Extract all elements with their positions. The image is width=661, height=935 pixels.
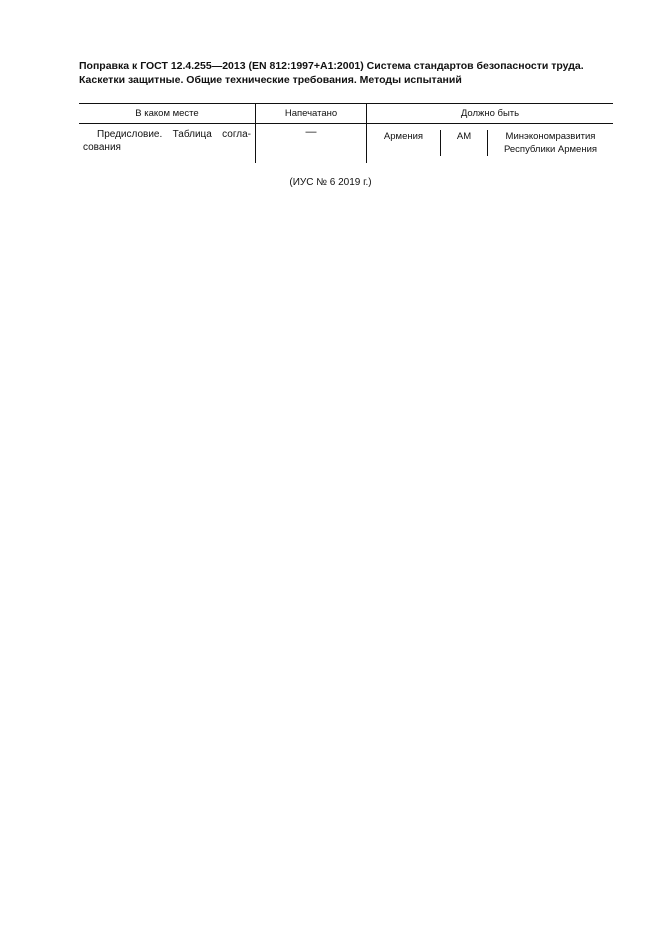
cell-where-line-2: сования bbox=[83, 141, 121, 153]
amendment-title-line-2: Каскетки защитные. Общие технические требования. Методы испытаний bbox=[79, 74, 462, 86]
cell-where bbox=[83, 129, 251, 154]
cell-body-line-2: Республики Армения bbox=[503, 144, 598, 155]
cell-country: Армения bbox=[383, 131, 424, 142]
amendment-title bbox=[79, 59, 619, 87]
table-top-rule bbox=[79, 103, 613, 104]
header-printed: Напечатано bbox=[284, 108, 338, 119]
header-should-be: Должно быть bbox=[460, 108, 520, 119]
cell-where-line-1: Предисловие. Таблица согла- bbox=[97, 129, 251, 140]
cell-printed: — bbox=[305, 126, 317, 138]
header-where: В каком месте bbox=[135, 108, 199, 119]
cell-country-code: AM bbox=[456, 131, 472, 142]
publication-source: (ИУС № 6 2019 г.) bbox=[289, 177, 372, 188]
amendment-title-line-1: Поправка к ГОСТ 12.4.255—2013 (EN 812:1997+A1:2001) Система стандартов безопасности труда. bbox=[79, 60, 584, 72]
table-header-rule bbox=[79, 123, 613, 124]
cell-body-line-1: Минэкономразвития bbox=[505, 131, 596, 142]
